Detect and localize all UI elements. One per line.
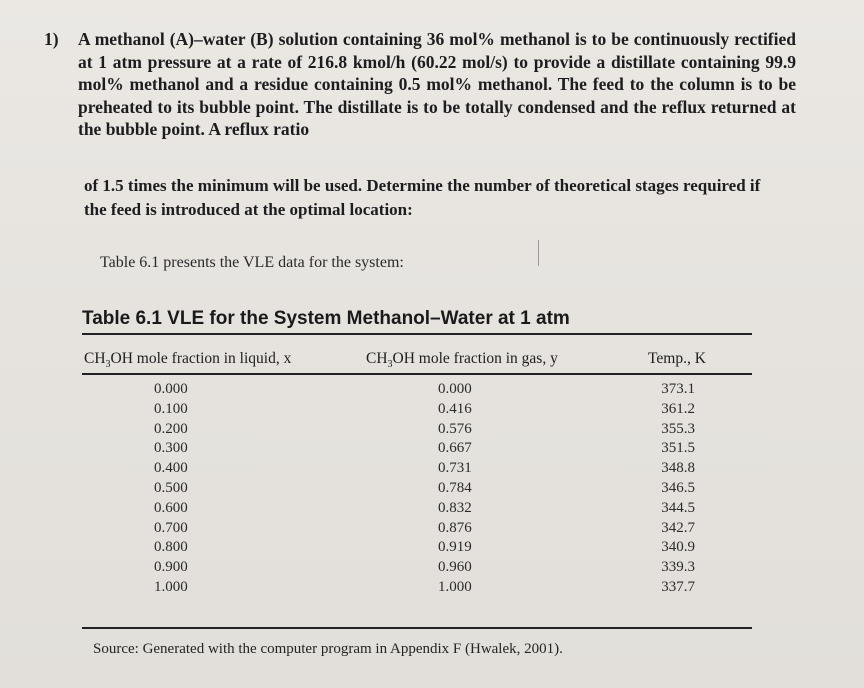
cell-y: 0.784: [438, 479, 472, 496]
cell-y: 0.876: [438, 519, 472, 536]
table-bottom-rule: [82, 627, 752, 629]
cell-x: 0.800: [154, 539, 188, 556]
problem-text: A methanol (A)–water (B) solution containing 36 mol% methanol is to be continuously rectified at 1 atm pressure at a rate of 216.8 kmol/h (60.22 mol/s) to provide a distillate containing 99.9 mol% methanol and a residue containing 0.5 mol% methanol. The feed to the column is to be preheated to its bubble point. The distillate is to be totally condensed and the reflux returned at the bubble point. A reflux ratio: [78, 29, 796, 139]
cell-y: 0.960: [438, 559, 472, 576]
cell-temp: 337.7: [661, 578, 695, 595]
table-source-note: Source: Generated with the computer program in Appendix F (Hwalek, 2001).: [93, 641, 563, 657]
cell-x: 0.400: [154, 460, 188, 477]
cell-temp: 351.5: [661, 440, 695, 457]
cell-temp: 346.5: [661, 479, 695, 496]
table-top-rule: [82, 333, 752, 335]
cell-temp: 340.9: [661, 539, 695, 556]
text-cursor: [538, 240, 539, 266]
cell-x: 0.200: [154, 420, 188, 437]
cell-temp: 361.2: [661, 400, 695, 417]
cell-temp: 373.1: [661, 381, 695, 397]
cell-y: 0.667: [438, 440, 472, 457]
cell-temp: 344.5: [661, 499, 695, 516]
column-liquid-x: [154, 380, 188, 598]
cell-temp: 339.3: [661, 559, 695, 576]
header-liquid-fraction: $CH_3OH$ mole fraction in liquid, x: [84, 350, 292, 371]
header-temperature: Temp., K: [648, 350, 706, 367]
cell-y: 0.000: [438, 381, 472, 397]
cell-x: 0.900: [154, 559, 188, 576]
cell-y: 0.832: [438, 499, 472, 516]
cell-x: 1.000: [154, 578, 188, 595]
cell-x: 0.700: [154, 519, 188, 536]
cell-y: 1.000: [438, 578, 472, 595]
cell-y: 0.731: [438, 460, 472, 477]
cell-y: 0.919: [438, 539, 472, 556]
header-gas-fraction: $CH_3OH$ mole fraction in gas, y: [366, 350, 558, 371]
cell-x: 0.000: [154, 381, 188, 397]
table-header-rule: [82, 373, 752, 375]
cell-temp: 342.7: [661, 519, 695, 536]
cell-temp: 355.3: [661, 420, 695, 437]
problem-statement: [44, 28, 796, 141]
cell-x: 0.600: [154, 499, 188, 516]
cell-y: 0.416: [438, 400, 472, 417]
cell-x: 0.300: [154, 440, 188, 457]
cell-temp: 348.8: [661, 460, 695, 477]
column-temperature: [649, 380, 695, 598]
table-title: Table 6.1 VLE for the System Methanol–Water at 1 atm: [82, 308, 570, 329]
cell-x: 0.500: [154, 479, 188, 496]
cell-x: 0.100: [154, 400, 188, 417]
problem-text-continued: of 1.5 times the minimum will be used. Determine the number of theoretical stages required if the feed is introduced at the optimal location:: [84, 176, 761, 219]
table-intro: Table 6.1 presents the VLE data for the system:: [100, 254, 404, 271]
problem-number: 1): [44, 29, 59, 49]
column-gas-y: [438, 380, 472, 598]
cell-y: 0.576: [438, 420, 472, 437]
